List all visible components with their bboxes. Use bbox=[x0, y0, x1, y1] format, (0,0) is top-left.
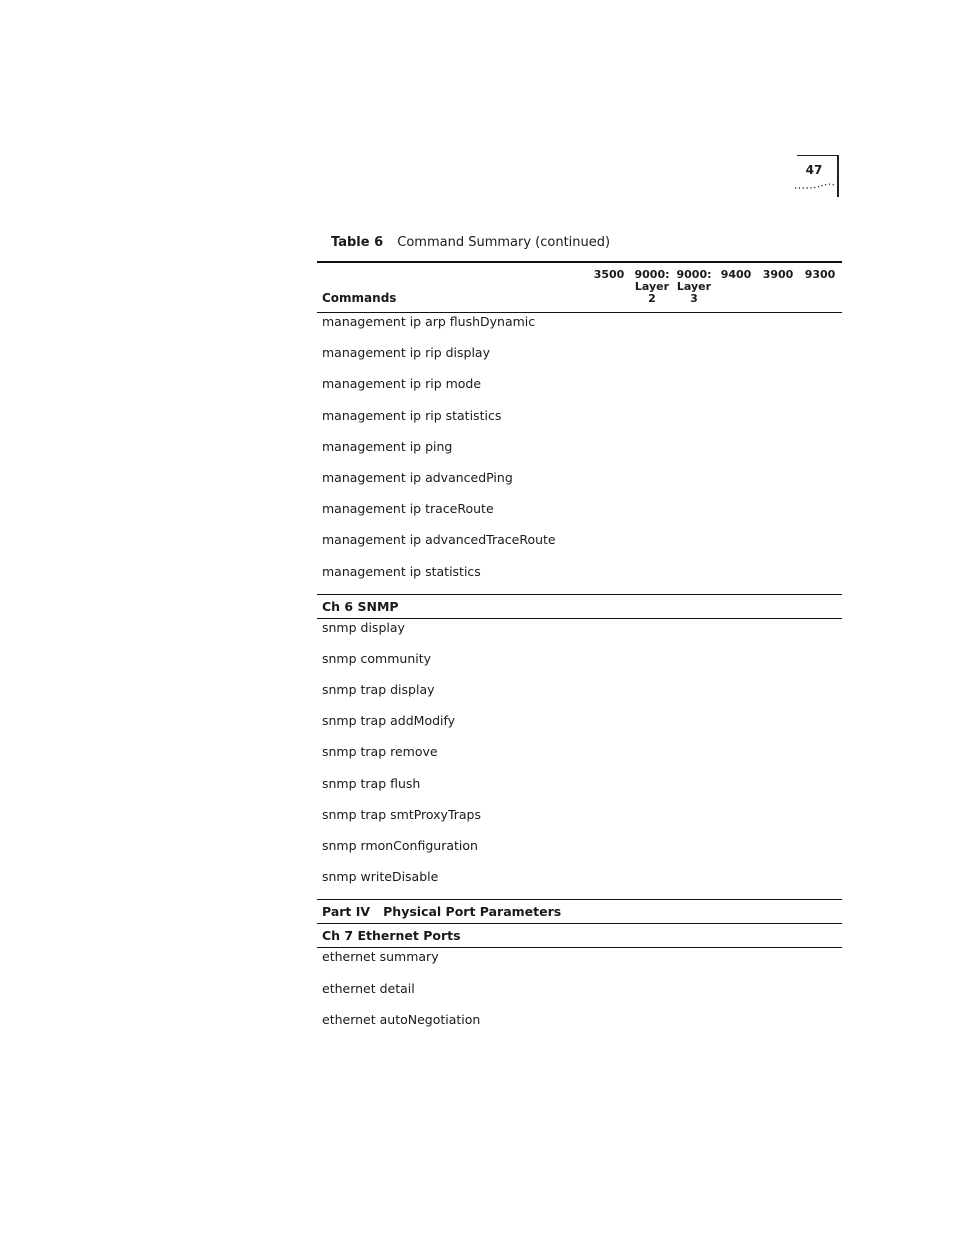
command-row: snmp trap addModify bbox=[322, 713, 456, 729]
column-header: 9300 bbox=[804, 268, 836, 281]
section-heading: Ch 7 Ethernet Ports bbox=[322, 928, 461, 944]
command-row: ethernet summary bbox=[322, 949, 439, 965]
section-heading: Part IV Physical Port Parameters bbox=[322, 904, 562, 920]
command-row: management ip ping bbox=[322, 438, 453, 454]
command-row: snmp community bbox=[322, 650, 432, 666]
page-number: 47 bbox=[805, 163, 823, 177]
command-row: snmp rmonConfiguration bbox=[322, 838, 478, 853]
command-row: snmp writeDisable bbox=[322, 869, 439, 885]
column-header: 9000: Layer 3 bbox=[676, 268, 712, 305]
commands-column-header: Commands bbox=[322, 291, 397, 305]
command-row: management ip advancedPing bbox=[322, 469, 513, 485]
command-row: ethernet autoNegotiation bbox=[322, 1011, 481, 1027]
column-header: 3500 bbox=[593, 268, 625, 281]
table-caption-label: Table 6 bbox=[331, 235, 384, 250]
page-number-box bbox=[797, 155, 839, 197]
command-row: snmp trap flush bbox=[322, 775, 421, 791]
command-row: snmp trap remove bbox=[322, 744, 438, 760]
table-header bbox=[317, 263, 842, 312]
command-row: snmp trap smtProxyTraps bbox=[322, 806, 482, 822]
command-row: management ip rip statistics bbox=[322, 407, 502, 423]
command-row: management ip traceRoute bbox=[322, 501, 494, 517]
command-row: ethernet detail bbox=[322, 980, 415, 996]
table-body bbox=[317, 312, 842, 1042]
command-row: management ip arp flushDynamic bbox=[322, 314, 536, 329]
command-summary-table bbox=[317, 261, 842, 1042]
table-caption-title: Command Summary (continued) bbox=[397, 235, 611, 250]
command-row: snmp trap display bbox=[322, 682, 435, 698]
dotted-corner-decoration bbox=[795, 180, 839, 192]
column-header: 9000: Layer 2 bbox=[634, 268, 670, 305]
command-row: management ip statistics bbox=[322, 563, 481, 579]
column-header: 3900 bbox=[762, 268, 794, 281]
table-caption bbox=[331, 235, 610, 250]
section-heading: Ch 6 SNMP bbox=[322, 598, 399, 614]
column-header: 9400 bbox=[720, 268, 752, 281]
command-row: management ip rip display bbox=[322, 345, 490, 361]
command-row: management ip advancedTraceRoute bbox=[322, 532, 556, 548]
command-row: management ip rip mode bbox=[322, 376, 482, 392]
command-row: snmp display bbox=[322, 619, 405, 635]
